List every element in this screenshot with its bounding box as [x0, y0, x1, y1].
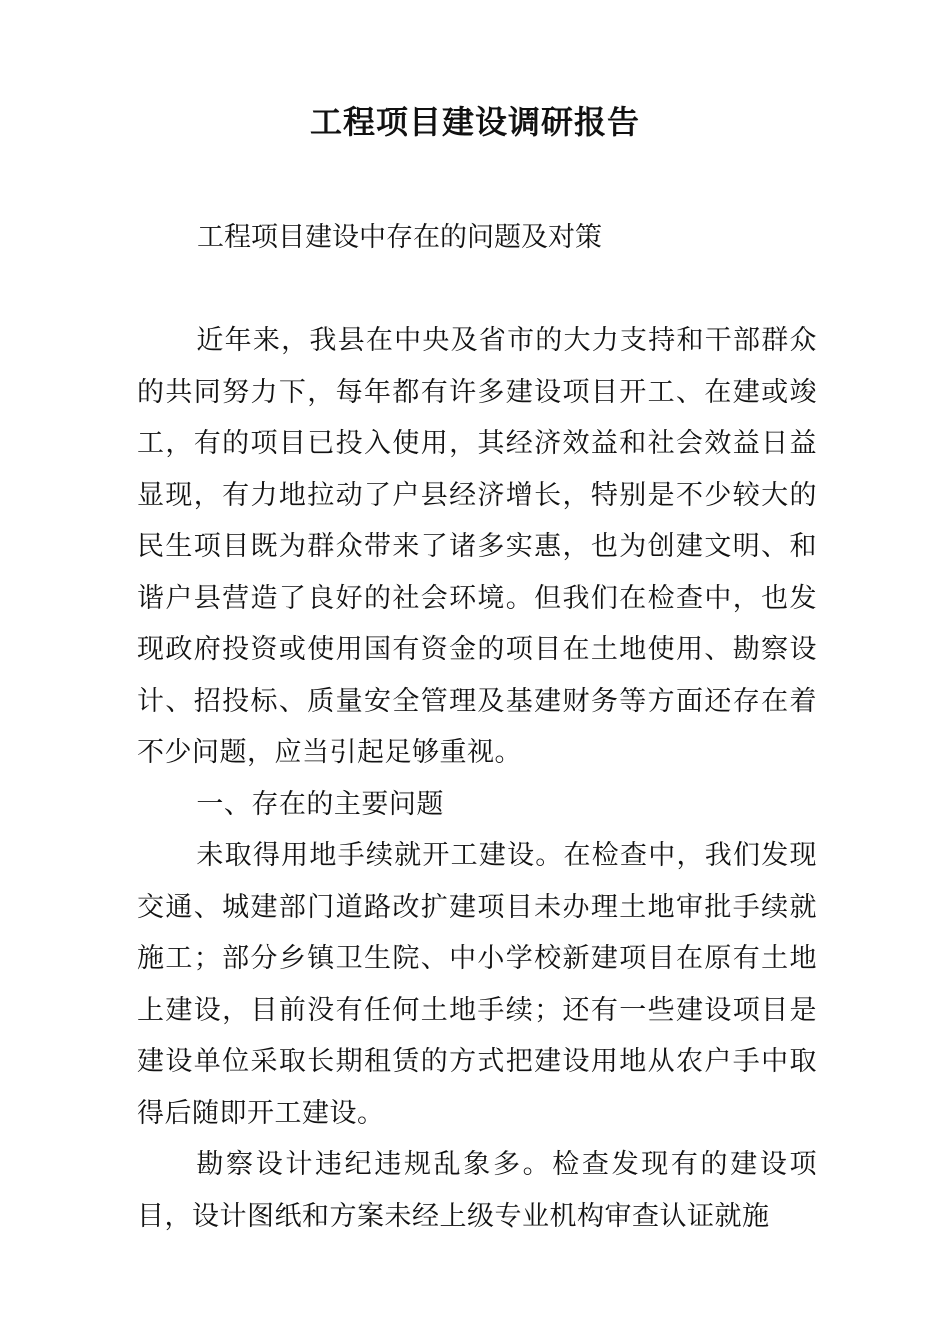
- paragraph-intro: 近年来，我县在中央及省市的大力支持和干部群众的共同努力下，每年都有许多建设项目开工、在建或竣工，有的项目已投入使用，其经济效益和社会效益日益显现，有力地拉动了户县经济增长，特别是不少较大的民生项目既为群众带来了诸多实惠，也为创建文明、和谐户县营造了良好的社会环境。但我们在检查中，也发现政府投资或使用国有资金的项目在土地使用、勘察设计、招投标、质量安全管理及基建财务等方面还存在着不少问题，应当引起足够重视。: [137, 325, 817, 768]
- paragraph-land-use: 未取得用地手续就开工建设。在检查中，我们发现交通、城建部门道路改扩建项目未办理土地审批手续就施工；部分乡镇卫生院、中小学校新建项目在原有土地上建设，目前没有任何土地手续；还有一些建设项目是建设单位采取长期租赁的方式把建设用地从农户手中取得后随即开工建设。: [137, 840, 817, 1129]
- document-body: [137, 315, 817, 1242]
- document-subtitle: 工程项目建设中存在的问题及对策: [197, 222, 602, 253]
- section-heading-main-problems: 一、存在的主要问题: [196, 788, 444, 820]
- paragraph-survey-design: 勘察设计违纪违规乱象多。检查发现有的建设项目，设计图纸和方案未经上级专业机构审查认证就施: [137, 1149, 817, 1232]
- document-title: 工程项目建设调研报告: [309, 103, 640, 141]
